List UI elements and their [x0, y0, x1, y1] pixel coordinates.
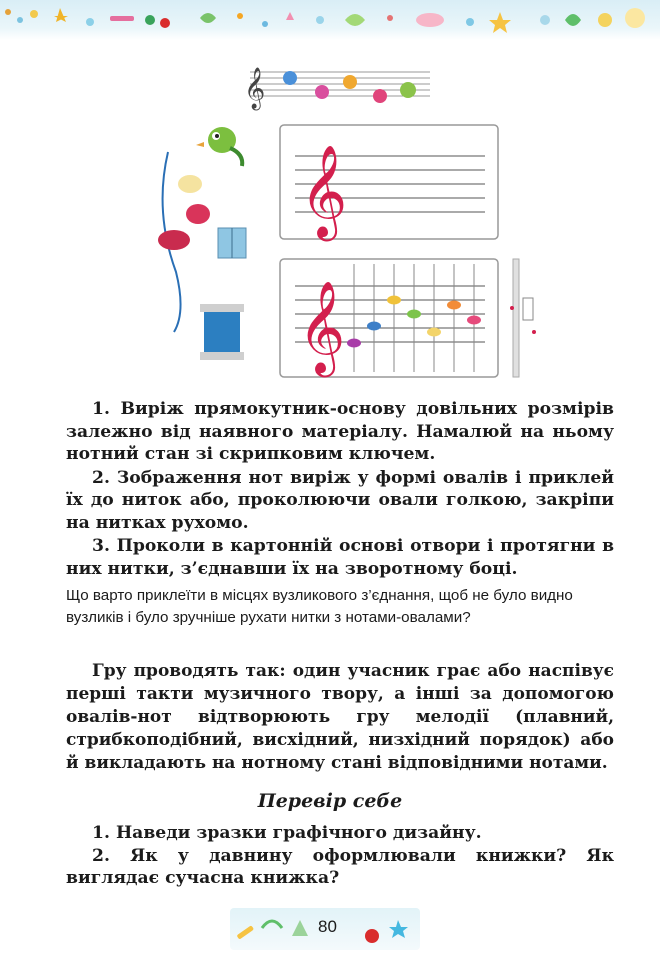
music-staff-craft-illustration: [140, 52, 540, 382]
instruction-text: Зображення нот виріж у формі овалів і приклей їх до ниток або, проколюючи овали голкою, закріпи на нитках рухомо.: [66, 467, 614, 533]
self-check-number: 2.: [92, 845, 110, 866]
top-decorative-border: [0, 0, 660, 40]
staff-board-with-notes: [280, 259, 498, 377]
instruction-item: [66, 467, 614, 535]
green-bird: [196, 127, 242, 166]
self-check-text: Наведи зразки графічного дизайну.: [115, 823, 482, 843]
board-side-view: [510, 259, 536, 377]
birds-on-staff-decoration: [244, 67, 430, 110]
self-check-item: [66, 822, 614, 845]
oval-yellow: [178, 175, 202, 193]
self-check-text: Як у давнину оформлювали книжки? Як виглядає сучасна книжка?: [66, 845, 614, 888]
instruction-number: 3.: [92, 536, 110, 556]
question-text: Що варто приклеїти в місцях вузликового з’єднання, щоб не було видно вузликів і було зручніше рухати нитки з нотами-овалами?: [66, 587, 573, 626]
button-red: [158, 230, 190, 250]
instruction-item: [66, 398, 614, 466]
svg-text:𝄞: 𝄞: [298, 280, 346, 373]
instruction-text: Проколи в картонній основі отвори і протягни в них нитки, з’єднавши їх на зворотному боці.: [66, 536, 615, 579]
thread-spool: [200, 304, 244, 360]
oval-red: [186, 204, 210, 224]
game-text: Гру проводять так: один учасник грає або наспівує перші такти музичного твору, а інші за допомогою овалів-нот відтворюють гру мелодії (плавний, стрибкоподібний, висхідний, низхідний порядок) або й викладають на нотному стані відповідними нотами.: [66, 661, 614, 773]
instruction-text: Виріж прямокутник-основу довільних розмірів залежно від наявного матеріалу. Намалюй на ньому нотний стан зі скрипковим ключем.: [66, 399, 614, 464]
instructions-list: [66, 398, 614, 580]
page-number: 80: [318, 917, 337, 936]
svg-text:𝄞: 𝄞: [300, 144, 348, 237]
instruction-item: [66, 535, 614, 580]
svg-text:𝄞: 𝄞: [244, 68, 266, 109]
decorative-ornaments: [0, 0, 660, 40]
self-check-item: [66, 845, 614, 890]
self-check-number: 1.: [92, 823, 110, 843]
instruction-number: 2.: [92, 467, 110, 488]
staff-board-plain: [280, 125, 498, 241]
instruction-number: 1.: [92, 399, 110, 419]
game-description: [66, 660, 614, 775]
self-check-list: [66, 822, 614, 890]
self-check-title: Перевір себе: [257, 790, 403, 812]
